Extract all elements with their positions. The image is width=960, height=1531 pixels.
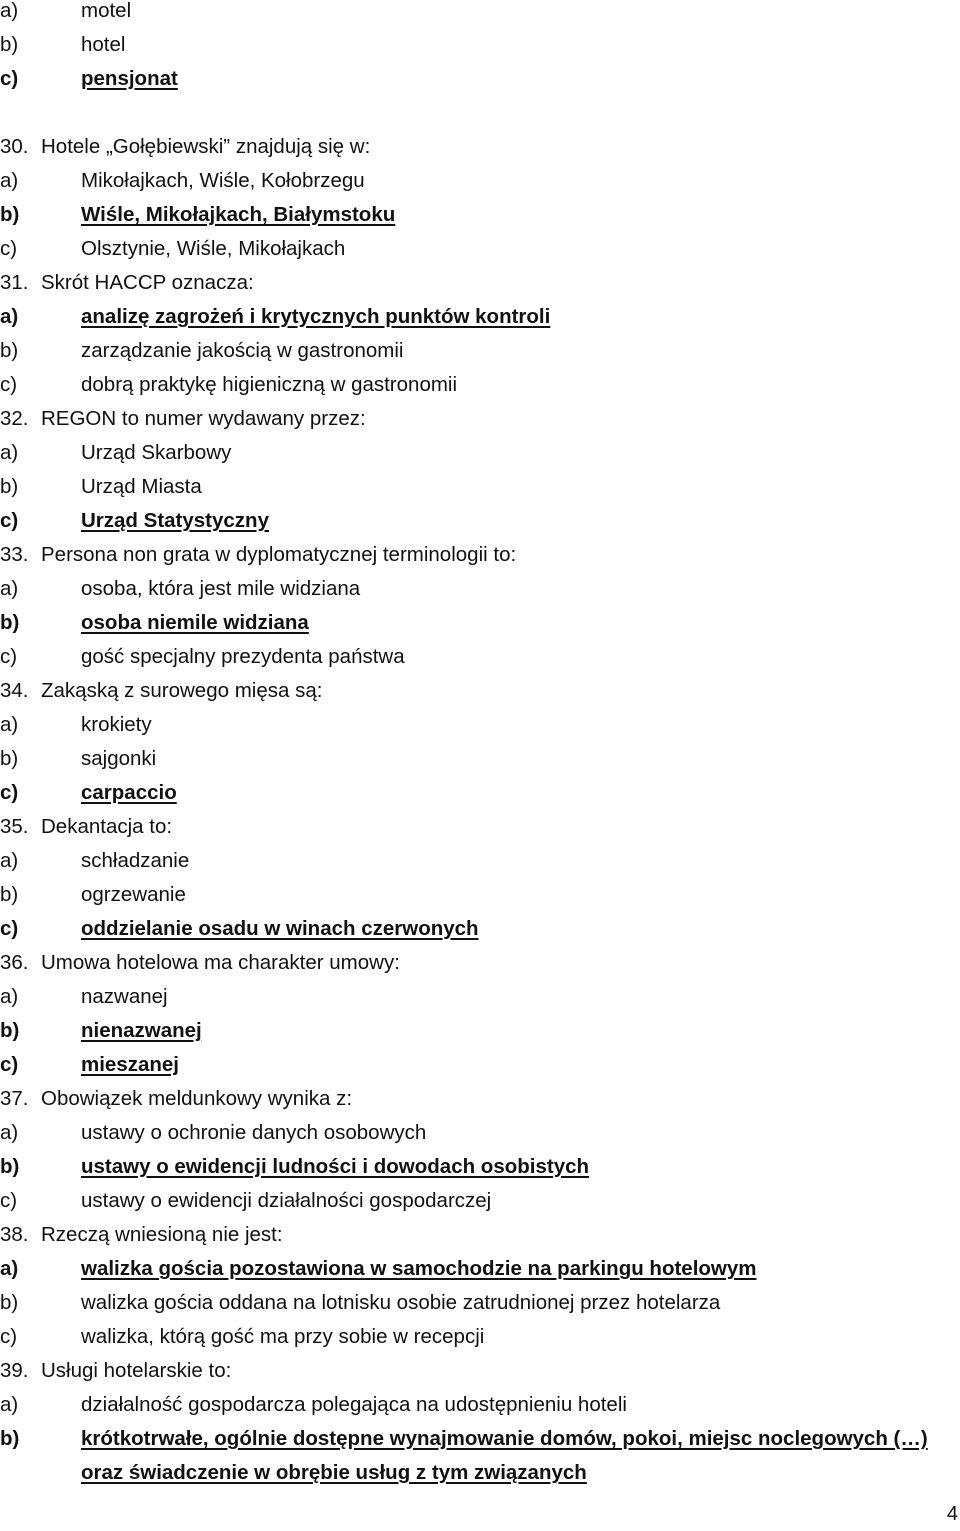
answer-letter: b) (0, 883, 19, 906)
correct-answer-text: ustawy o ewidencji ludności i dowodach osobistych (81, 1155, 590, 1178)
question-text: Obowiązek meldunkowy wynika z: (41, 1087, 353, 1110)
question-number: 34. (0, 679, 29, 702)
correct-answer-text: oddzielanie osadu w winach czerwonych (81, 917, 479, 940)
question-text: Usługi hotelarskie to: (41, 1359, 232, 1382)
answer-text: nazwanej (81, 985, 168, 1008)
question-text: Skrót HACCP oznacza: (41, 271, 254, 294)
answer-text: osoba, która jest mile widziana (81, 577, 361, 600)
question-number: 33. (0, 543, 29, 566)
answer-text: działalność gospodarcza polegająca na udostępnieniu hoteli (81, 1393, 627, 1416)
answer-letter: a) (0, 713, 19, 736)
correct-answer-text: krótkotrwałe, ogólnie dostępne wynajmowanie domów, pokoi, miejsc noclegowych (…) (81, 1427, 928, 1450)
answer-text: krokiety (81, 713, 152, 736)
question-number: 35. (0, 815, 29, 838)
answer-text: walizka, którą gość ma przy sobie w recepcji (81, 1325, 485, 1348)
question-number: 31. (0, 271, 29, 294)
question-text: Zakąską z surowego mięsa są: (41, 679, 323, 702)
answer-text: hotel (81, 33, 126, 56)
question-number: 32. (0, 407, 29, 430)
question-text: REGON to numer wydawany przez: (41, 407, 366, 430)
answer-letter: b) (0, 1291, 19, 1314)
answer-letter: b) (0, 475, 19, 498)
question-number: 38. (0, 1223, 29, 1246)
answer-letter: b) (0, 747, 19, 770)
answer-letter: c) (0, 509, 19, 532)
answer-text: schładzanie (81, 849, 190, 872)
question-number: 36. (0, 951, 29, 974)
correct-answer-text: nienazwanej (81, 1019, 202, 1042)
answer-letter: a) (0, 169, 19, 192)
answer-letter: b) (0, 33, 19, 56)
answer-letter: c) (0, 237, 18, 260)
question-number: 30. (0, 135, 29, 158)
page-number: 4 (946, 1503, 958, 1525)
answer-text: zarządzanie jakością w gastronomii (81, 339, 404, 362)
answer-letter: a) (0, 577, 19, 600)
answer-text: ustawy o ochronie danych osobowych (81, 1121, 427, 1144)
answer-text: Urząd Skarbowy (81, 441, 232, 464)
correct-answer-text: walizka gościa pozostawiona w samochodzie na parkingu hotelowym (81, 1257, 757, 1280)
answer-letter: a) (0, 1257, 19, 1280)
correct-answer-text: mieszanej (81, 1053, 179, 1076)
answer-letter: a) (0, 849, 19, 872)
answer-text: dobrą praktykę higieniczną w gastronomii (81, 373, 458, 396)
correct-answer-text: oraz świadczenie w obrębie usług z tym związanych (81, 1461, 587, 1484)
question-number: 37. (0, 1087, 29, 1110)
answer-letter: b) (0, 203, 20, 226)
answer-letter: c) (0, 917, 19, 940)
answer-letter: c) (0, 645, 18, 668)
answer-letter: b) (0, 1155, 20, 1178)
answer-text: sajgonki (81, 747, 157, 770)
correct-answer-text: pensjonat (81, 67, 178, 90)
answer-letter: b) (0, 1019, 20, 1042)
answer-text: Urząd Miasta (81, 475, 202, 498)
question-number: 39. (0, 1359, 29, 1382)
answer-text: motel (81, 0, 132, 22)
answer-text: gość specjalny prezydenta państwa (81, 645, 405, 668)
question-text: Persona non grata w dyplomatycznej terminologii to: (41, 543, 517, 566)
answer-letter: c) (0, 1325, 18, 1348)
answer-letter: c) (0, 781, 19, 804)
answer-letter: b) (0, 1427, 20, 1450)
answer-letter: a) (0, 985, 19, 1008)
correct-answer-text: analizę zagrożeń i krytycznych punktów kontroli (81, 305, 551, 328)
question-text: Umowa hotelowa ma charakter umowy: (41, 951, 400, 974)
answer-letter: a) (0, 1121, 19, 1144)
correct-answer-text: Wiśle, Mikołajkach, Białymstoku (81, 203, 396, 226)
correct-answer-text: carpaccio (81, 781, 177, 804)
answer-text: ogrzewanie (81, 883, 186, 906)
answer-letter: b) (0, 339, 19, 362)
answer-letter: c) (0, 1053, 19, 1076)
answer-letter: c) (0, 373, 18, 396)
answer-letter: b) (0, 611, 20, 634)
answer-letter: a) (0, 0, 19, 22)
answer-letter: c) (0, 1189, 18, 1212)
answer-letter: a) (0, 441, 19, 464)
answer-text: ustawy o ewidencji działalności gospodarczej (81, 1189, 492, 1212)
question-text: Dekantacja to: (41, 815, 173, 838)
answer-letter: c) (0, 67, 19, 90)
answer-text: Mikołajkach, Wiśle, Kołobrzegu (81, 169, 365, 192)
question-text: Rzeczą wniesioną nie jest: (41, 1223, 283, 1246)
answer-letter: a) (0, 1393, 19, 1416)
answer-letter: a) (0, 305, 19, 328)
answer-text: Olsztynie, Wiśle, Mikołajkach (81, 237, 346, 260)
correct-answer-text: Urząd Statystyczny (81, 509, 269, 532)
question-text: Hotele „Gołębiewski” znajdują się w: (41, 135, 371, 158)
correct-answer-text: osoba niemile widziana (81, 611, 309, 634)
answer-text: walizka gościa oddana na lotnisku osobie zatrudnionej przez hotelarza (81, 1291, 721, 1314)
